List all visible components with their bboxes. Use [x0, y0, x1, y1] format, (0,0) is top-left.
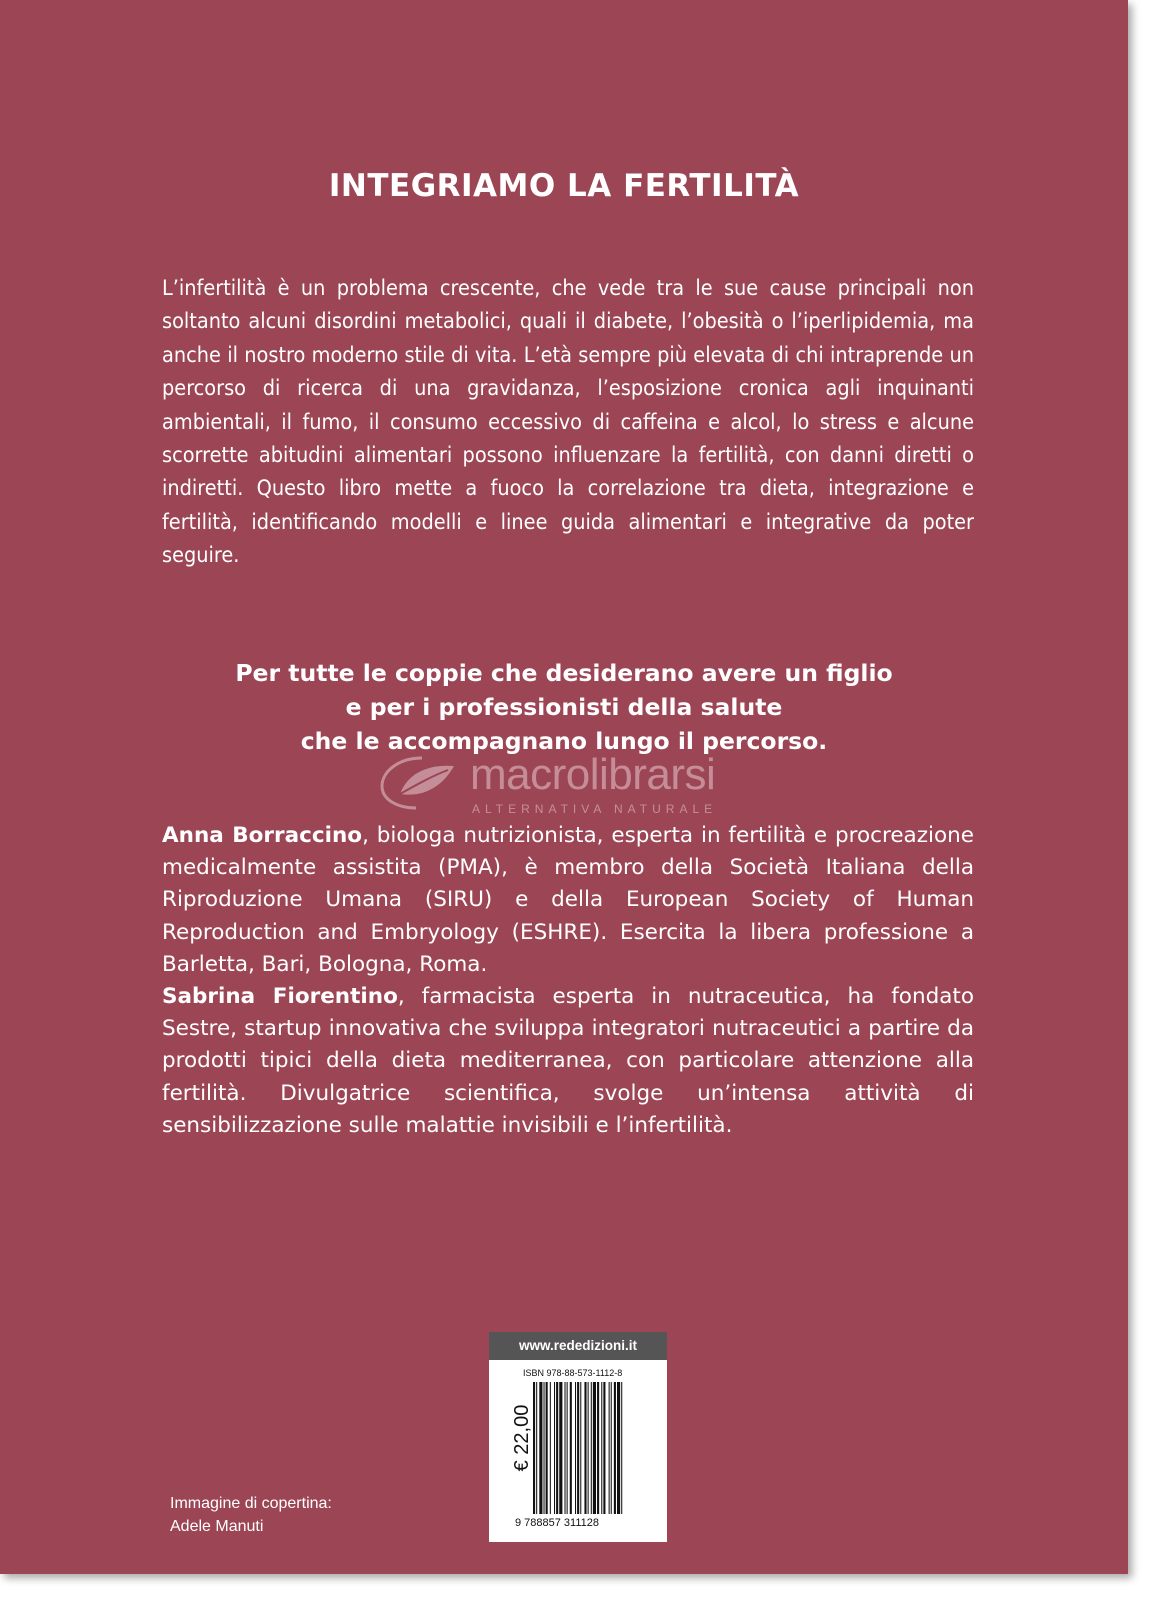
- credit-name: Adele Manuti: [170, 1518, 264, 1535]
- barcode-bar: [559, 1382, 562, 1514]
- author-name: Sabrina Fiorentino: [162, 984, 398, 1010]
- tagline: [0, 656, 1128, 758]
- author-bios: [162, 820, 974, 1142]
- barcode-bar: [544, 1382, 545, 1514]
- tagline-line: e per i professionisti della salute: [345, 693, 783, 721]
- author-bio: [162, 820, 974, 981]
- barcode-bar: [565, 1382, 566, 1514]
- barcode-bar: [570, 1382, 572, 1514]
- book-title: INTEGRIAMO LA FERTILITÀ: [328, 168, 800, 204]
- leaf-logo-icon: [378, 754, 466, 810]
- barcode-area: [489, 1360, 667, 1542]
- barcode-bar: [591, 1382, 592, 1514]
- credit-label: Immagine di copertina:: [170, 1495, 332, 1512]
- barcode-bar: [536, 1382, 537, 1514]
- author-bio-text: , farmacista esperta in nutraceutica, ha fondato Sestre, startup innovativa che sviluppa integratori nutraceutici a partire da prodotti tipici della dieta mediterranea, con particolare attenzione alla fertilità. Divulgatrice scientifica, svolge un’intensa attività di sensibilizzazione sulle malattie invisibili e l’infertilità.: [162, 984, 974, 1138]
- barcode-bar: [609, 1382, 610, 1514]
- ean-number: 9 788857 311128: [515, 1517, 600, 1529]
- barcode-bar: [554, 1382, 555, 1514]
- author-name: Anna Borraccino: [162, 823, 363, 848]
- watermark-subtitle: ALTERNATIVA NATURALE: [472, 802, 718, 816]
- tagline-line: Per tutte le coppie che desiderano avere un figlio: [235, 659, 893, 687]
- barcode-box: [489, 1332, 667, 1542]
- price-label: € 22,00: [511, 1404, 533, 1472]
- barcode-bar: [575, 1382, 576, 1514]
- tagline-line: che le accompagnano lungo il percorso.: [300, 727, 828, 755]
- barcode-bar: [550, 1382, 551, 1514]
- book-description: L’infertilità è un problema crescente, che vede tra le sue cause principali non soltanto alcuni disordini metabolici, quali il diabete, l’obesità o l’iperlipidemia, ma anche il nostro moderno stile di vita. L’età sempre più elevata di chi intraprende un percorso di ricerca di una gravidanza, l’esposizione cronica agli inquinanti ambientali, il fumo, il consumo eccessivo di caffeina e alcol, lo stress e alcune scorrette abitudini alimentari possono influenzare la fertilità, con danni diretti o indiretti. Questo libro mette a fuoco la correlazione tra dieta, integrazione e fertilità, identificando modelli e linee guida alimentari e integrative da poter seguire.: [162, 276, 974, 569]
- barcode-bar: [556, 1382, 558, 1514]
- barcode-bar: [617, 1382, 620, 1514]
- barcode-bar: [593, 1382, 596, 1514]
- author-bio: [162, 981, 974, 1142]
- barcode-bar: [533, 1382, 535, 1514]
- barcode-bar: [611, 1382, 612, 1514]
- barcode-bar: [621, 1382, 622, 1514]
- barcode-bar: [601, 1382, 602, 1514]
- barcode-icon: [533, 1382, 653, 1514]
- watermark: [378, 748, 778, 818]
- barcode-bar: [580, 1382, 581, 1514]
- barcode-bar: [603, 1382, 605, 1514]
- barcode-bar: [546, 1382, 548, 1514]
- barcode-bar: [614, 1382, 616, 1514]
- author-bio-text: , biologa nutrizionista, esperta in fertilità e procreazione medicalmente assistita (PMA), è membro della Società Italiana della Riproduzione Umana (SIRU) e della European Society of Human Reproduction and Embryology (ESHRE). Esercita la libera professione a Barletta, Bari, Bologna, Roma.: [162, 823, 974, 977]
- isbn-label: ISBN 978-88-573-1112-8: [523, 1368, 623, 1378]
- cover-image-credit: [170, 1492, 332, 1538]
- barcode-bar: [584, 1382, 586, 1514]
- barcode-bar: [539, 1382, 542, 1514]
- publisher-website: www.rededizioni.it: [489, 1332, 667, 1360]
- barcode-bar: [567, 1382, 568, 1514]
- watermark-name: macrolibrarsi: [470, 750, 716, 799]
- barcode-bar: [588, 1382, 589, 1514]
- barcode-bar: [577, 1382, 579, 1514]
- barcode-bar: [597, 1382, 599, 1514]
